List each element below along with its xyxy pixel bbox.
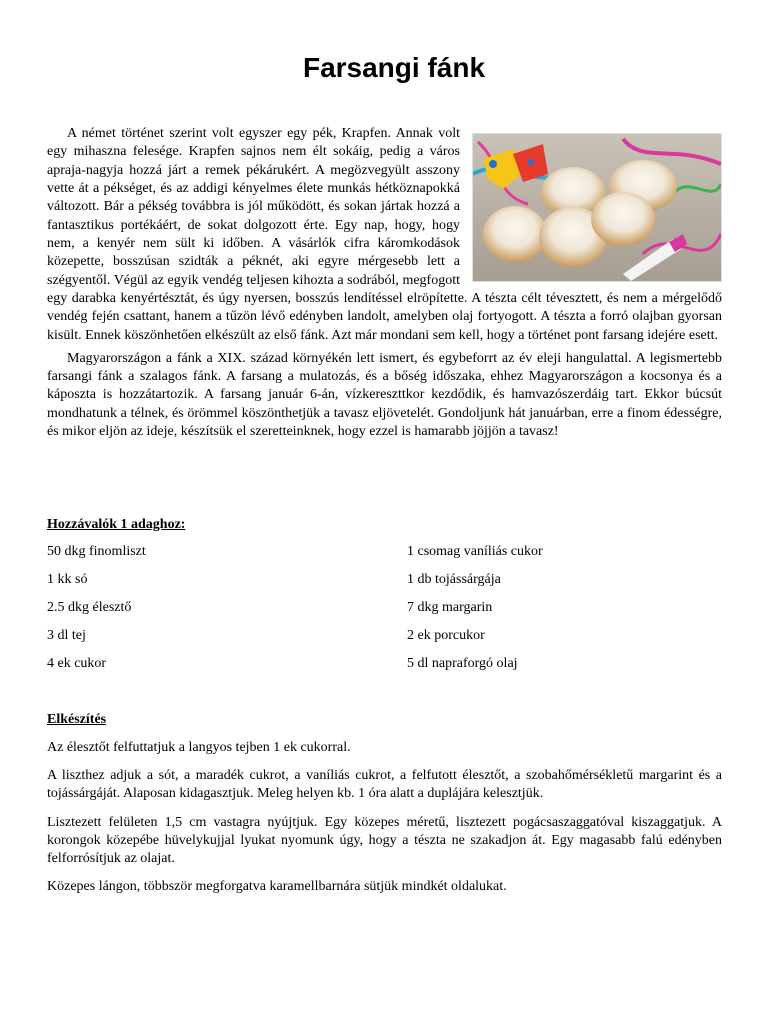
donuts-photo	[472, 133, 722, 282]
method-steps	[47, 739, 722, 906]
ingredient-item: 7 dkg margarin	[407, 600, 493, 615]
ingredient-row	[47, 544, 727, 572]
method-step: Az élesztőt felfuttatjuk a langyos tejben 1 ek cukorral.	[47, 740, 351, 755]
intro-section	[47, 125, 722, 446]
ingredient-item: 5 dl napraforgó olaj	[407, 656, 518, 671]
method-heading: Elkészítés	[47, 712, 107, 727]
ingredient-item: 3 dl tej	[47, 628, 86, 643]
intro-paragraph-1: A német történet szerint volt egyszer egy pék, Krapfen. Annak volt egy mihaszna felesége. Krapfen sajnos nem élt sokáig, pedig a város apraja-nagyja hozzá járt a remek pékárukért. A megözvegyült asszony vette át a pékséget, és az addigi kényelmes élete munkás hétköznapokká változott. Bár a pékség továbbra is jól működött, és sokan jártak hozzá a fantasztikus portékáért, de sokat dolgozott érte. Egy nap, hogy, hogy nem, a kenyér nem sült ki időben. A vásárlók cifra káromkodások közepette, bosszúsan szidták a péknét, aki egyre mérgesebb lett a szégyentől. Végül az egyik vendég teljesen kihozta a sodrából, megfogott egy darabka kenyértésztát, és úgy nyersen, bosszús lendítéssel elröpítette. A tészta célt tévesztett, és nem a mérgelődő vendég fején csattant, hanem a tűzön lévő edényben landolt, amelyben olaj fortyogott. A tészta a forró olajban gyorsan kisült. Ennek köszönhetően elkészült az első fánk. Azt már mondani sem kell, hogy a történet pont farsang idejére esett.	[47, 126, 722, 343]
method-step: Lisztezett felületen 1,5 cm vastagra nyújtjuk. Egy közepes méretű, lisztezett pogácsaszaggatóval kiszaggatjuk. A korongok közepébe hüvelykujjal lyukat nyomunk úgy, hogy a tészta ne szakadjon át. Egy magasabb falú edényben felforrósítjuk az olajat.	[47, 814, 722, 867]
intro-paragraph-2: Magyarországon a fánk a XIX. század környékén lett ismert, és egybeforrt az év eleji hangulattal. A legismertebb farsangi fánk a szalagos fánk. A farsang a mulatozás, és a bőség időszaka, ehhez Magyarországon a kocsonya és a káposzta is hozzátartozik. A farsang január 6-án, vízkereszttkor kezdődik, és hamvazószerdáig tart. Ekkor búcsút mondhatunk a télnek, és örömmel köszönthetjük a tavasz eljövetelét. Gondoljunk hát januárban, erre a finom édességre, és mikor eljön az ideje, készítsük el szeretteinknek, hogy ezzel is hamarabb jöjjön a tavasz!	[47, 350, 722, 439]
ingredient-row	[47, 572, 727, 600]
ingredients-heading: Hozzávalók 1 adaghoz:	[47, 517, 186, 532]
method-step: Közepes lángon, többször megforgatva karamellbarnára sütjük mindkét oldalukat.	[47, 879, 507, 895]
donuts-illustration	[473, 134, 721, 281]
ingredient-item: 1 db tojássárgája	[407, 572, 501, 587]
ingredient-item: 1 csomag vaníliás cukor	[407, 544, 543, 559]
ingredient-row	[47, 600, 727, 628]
ingredient-item: 4 ek cukor	[47, 656, 107, 671]
ingredient-item: 2 ek porcukor	[407, 628, 485, 643]
ingredient-row	[47, 628, 727, 656]
ingredient-item: 50 dkg finomliszt	[47, 544, 146, 559]
ingredients-list	[47, 544, 727, 684]
method-step: A liszthez adjuk a sót, a maradék cukrot, a vaníliás cukrot, a felfutott élesztőt, a szobahőmérsékletű margarint és a tojássárgáját. Alaposan kidagasztjuk. Meleg helyen kb. 1 óra alatt a duplájára kelesztjük.	[47, 768, 722, 802]
page-title: Farsangi fánk	[302, 52, 486, 83]
ingredient-item: 1 kk só	[47, 572, 88, 587]
ingredient-row	[47, 656, 727, 684]
ingredient-item: 2.5 dkg élesztő	[47, 600, 132, 615]
